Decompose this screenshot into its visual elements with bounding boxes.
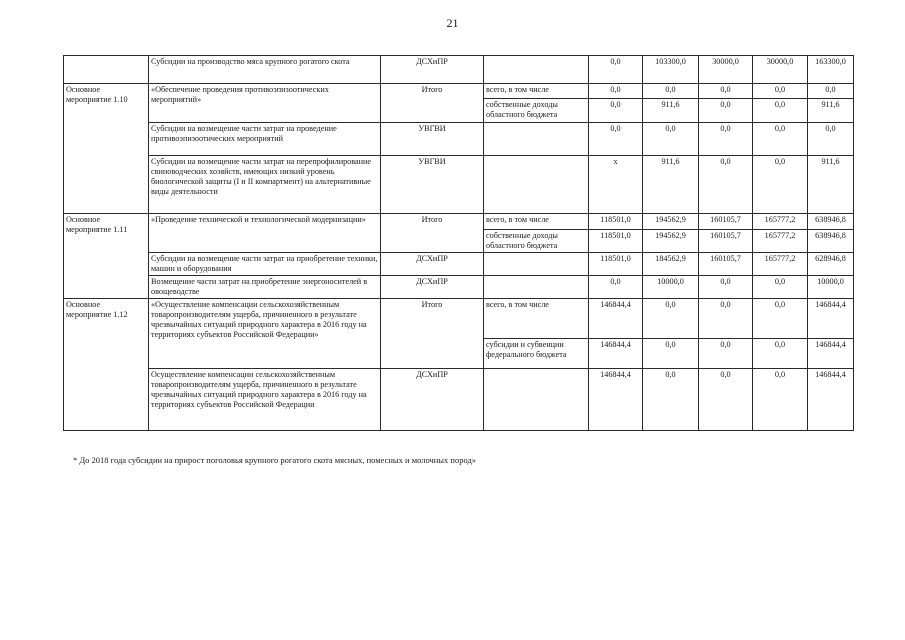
value-cell: 0,0 [753, 299, 808, 339]
executor-cell: ДСХиПР [381, 56, 484, 84]
table-row [64, 123, 854, 156]
executor-cell: УВГВИ [381, 123, 484, 156]
measure-name-cell: «Проведение технической и технологической модернизации» [149, 214, 381, 253]
value-cell: х [589, 156, 643, 214]
value-cell: 30000,0 [699, 56, 753, 84]
value-cell: 0,0 [699, 99, 753, 123]
value-cell: 0,0 [753, 99, 808, 123]
value-cell: 184562,9 [643, 253, 699, 276]
value-cell: 163300,0 [808, 56, 854, 84]
value-cell: 0,0 [589, 99, 643, 123]
funding-source-cell [484, 156, 589, 214]
funding-source-cell: собственные доходы областного бюджета [484, 99, 589, 123]
executor-cell: ДСХиПР [381, 253, 484, 276]
value-cell: 10000,0 [643, 276, 699, 299]
value-cell: 118501,0 [589, 253, 643, 276]
table-row [64, 369, 854, 431]
value-cell: 194562,9 [643, 214, 699, 230]
value-cell: 911,6 [643, 156, 699, 214]
value-cell: 0,0 [699, 299, 753, 339]
program-table [63, 55, 854, 431]
funding-source-cell [484, 56, 589, 84]
value-cell: 146844,4 [808, 369, 854, 431]
value-cell: 146844,4 [589, 339, 643, 369]
table-row [64, 214, 854, 230]
value-cell: 0,0 [699, 276, 753, 299]
value-cell: 0,0 [753, 123, 808, 156]
value-cell: 0,0 [753, 84, 808, 99]
funding-source-cell [484, 369, 589, 431]
value-cell: 0,0 [699, 84, 753, 99]
value-cell: 0,0 [643, 84, 699, 99]
value-cell: 194562,9 [643, 230, 699, 253]
section-cell: Основное мероприятие 1.12 [64, 299, 149, 431]
section-cell [64, 56, 149, 84]
funding-source-cell [484, 276, 589, 299]
funding-source-cell: всего, в том числе [484, 214, 589, 230]
value-cell: 0,0 [753, 156, 808, 214]
value-cell: 160105,7 [699, 230, 753, 253]
table-row [64, 84, 854, 99]
value-cell: 638946,8 [808, 214, 854, 230]
value-cell: 0,0 [753, 339, 808, 369]
value-cell: 911,6 [808, 156, 854, 214]
table-row [64, 56, 854, 84]
value-cell: 0,0 [699, 123, 753, 156]
table-row [64, 276, 854, 299]
executor-cell: Итого [381, 299, 484, 369]
value-cell: 0,0 [643, 299, 699, 339]
value-cell: 103300,0 [643, 56, 699, 84]
value-cell: 0,0 [589, 56, 643, 84]
funding-source-cell: всего, в том числе [484, 84, 589, 99]
section-cell: Основное мероприятие 1.10 [64, 84, 149, 214]
value-cell: 160105,7 [699, 214, 753, 230]
executor-cell: Итого [381, 84, 484, 123]
value-cell: 0,0 [643, 369, 699, 431]
value-cell: 0,0 [589, 84, 643, 99]
value-cell: 160105,7 [699, 253, 753, 276]
funding-source-cell: всего, в том числе [484, 299, 589, 339]
value-cell: 911,6 [643, 99, 699, 123]
value-cell: 0,0 [753, 369, 808, 431]
value-cell: 0,0 [699, 339, 753, 369]
value-cell: 10000,0 [808, 276, 854, 299]
measure-name-cell: Субсидии на возмещение части затрат на перепрофилирование свиноводческих хозяйств, имеющих низкий уровень биологической защиты (I и II компартмент) на альтернативные виды деятельности [149, 156, 381, 214]
value-cell: 146844,4 [808, 339, 854, 369]
funding-source-cell: собственные доходы областного бюджета [484, 230, 589, 253]
footnote: * До 2018 года субсидии на прирост поголовья крупного рогатого скота мясных, помесных и молочных пород» [73, 455, 477, 465]
value-cell: 165777,2 [753, 253, 808, 276]
value-cell: 0,0 [699, 369, 753, 431]
measure-name-cell: «Осуществление компенсации сельскохозяйственным товаропроизводителям ущерба, причиненного в результате чрезвычайных ситуаций природного характера в 2016 году на территориях субъектов Российской Федерации» [149, 299, 381, 369]
measure-name-cell: Возмещение части затрат на приобретение энергоносителей в овощеводстве [149, 276, 381, 299]
value-cell: 146844,4 [808, 299, 854, 339]
table-row [64, 299, 854, 339]
measure-name-cell: Субсидии на возмещение части затрат на проведение противоэпизоотических мероприятий [149, 123, 381, 156]
value-cell: 0,0 [643, 123, 699, 156]
value-cell: 911,6 [808, 99, 854, 123]
value-cell: 0,0 [753, 276, 808, 299]
value-cell: 30000,0 [753, 56, 808, 84]
executor-cell: ДСХиПР [381, 369, 484, 431]
table-row [64, 253, 854, 276]
executor-cell: Итого [381, 214, 484, 253]
value-cell: 146844,4 [589, 299, 643, 339]
value-cell: 0,0 [808, 84, 854, 99]
value-cell: 146844,4 [589, 369, 643, 431]
funding-source-cell: субсидии и субвенции федерального бюджета [484, 339, 589, 369]
value-cell: 0,0 [699, 156, 753, 214]
measure-name-cell: Субсидии на производство мяса крупного рогатого скота [149, 56, 381, 84]
executor-cell: УВГВИ [381, 156, 484, 214]
measure-name-cell: Субсидии на возмещение части затрат на приобретение техники, машин и оборудования [149, 253, 381, 276]
executor-cell: ДСХиПР [381, 276, 484, 299]
measure-name-cell: Осуществление компенсации сельскохозяйственным товаропроизводителям ущерба, причиненного в результате чрезвычайных ситуаций природного характера в 2016 году на территориях субъектов Российской Федерации [149, 369, 381, 431]
measure-name-cell: «Обеспечение проведения противоэпизоотических мероприятий» [149, 84, 381, 123]
page-number: 21 [446, 16, 459, 30]
value-cell: 0,0 [643, 339, 699, 369]
funding-source-cell [484, 253, 589, 276]
table-row [64, 156, 854, 214]
value-cell: 628946,8 [808, 253, 854, 276]
value-cell: 165777,2 [753, 230, 808, 253]
value-cell: 118501,0 [589, 230, 643, 253]
value-cell: 0,0 [808, 123, 854, 156]
funding-source-cell [484, 123, 589, 156]
value-cell: 638946,8 [808, 230, 854, 253]
value-cell: 118501,0 [589, 214, 643, 230]
value-cell: 0,0 [589, 276, 643, 299]
value-cell: 0,0 [589, 123, 643, 156]
value-cell: 165777,2 [753, 214, 808, 230]
section-cell: Основное мероприятие 1.11 [64, 214, 149, 299]
